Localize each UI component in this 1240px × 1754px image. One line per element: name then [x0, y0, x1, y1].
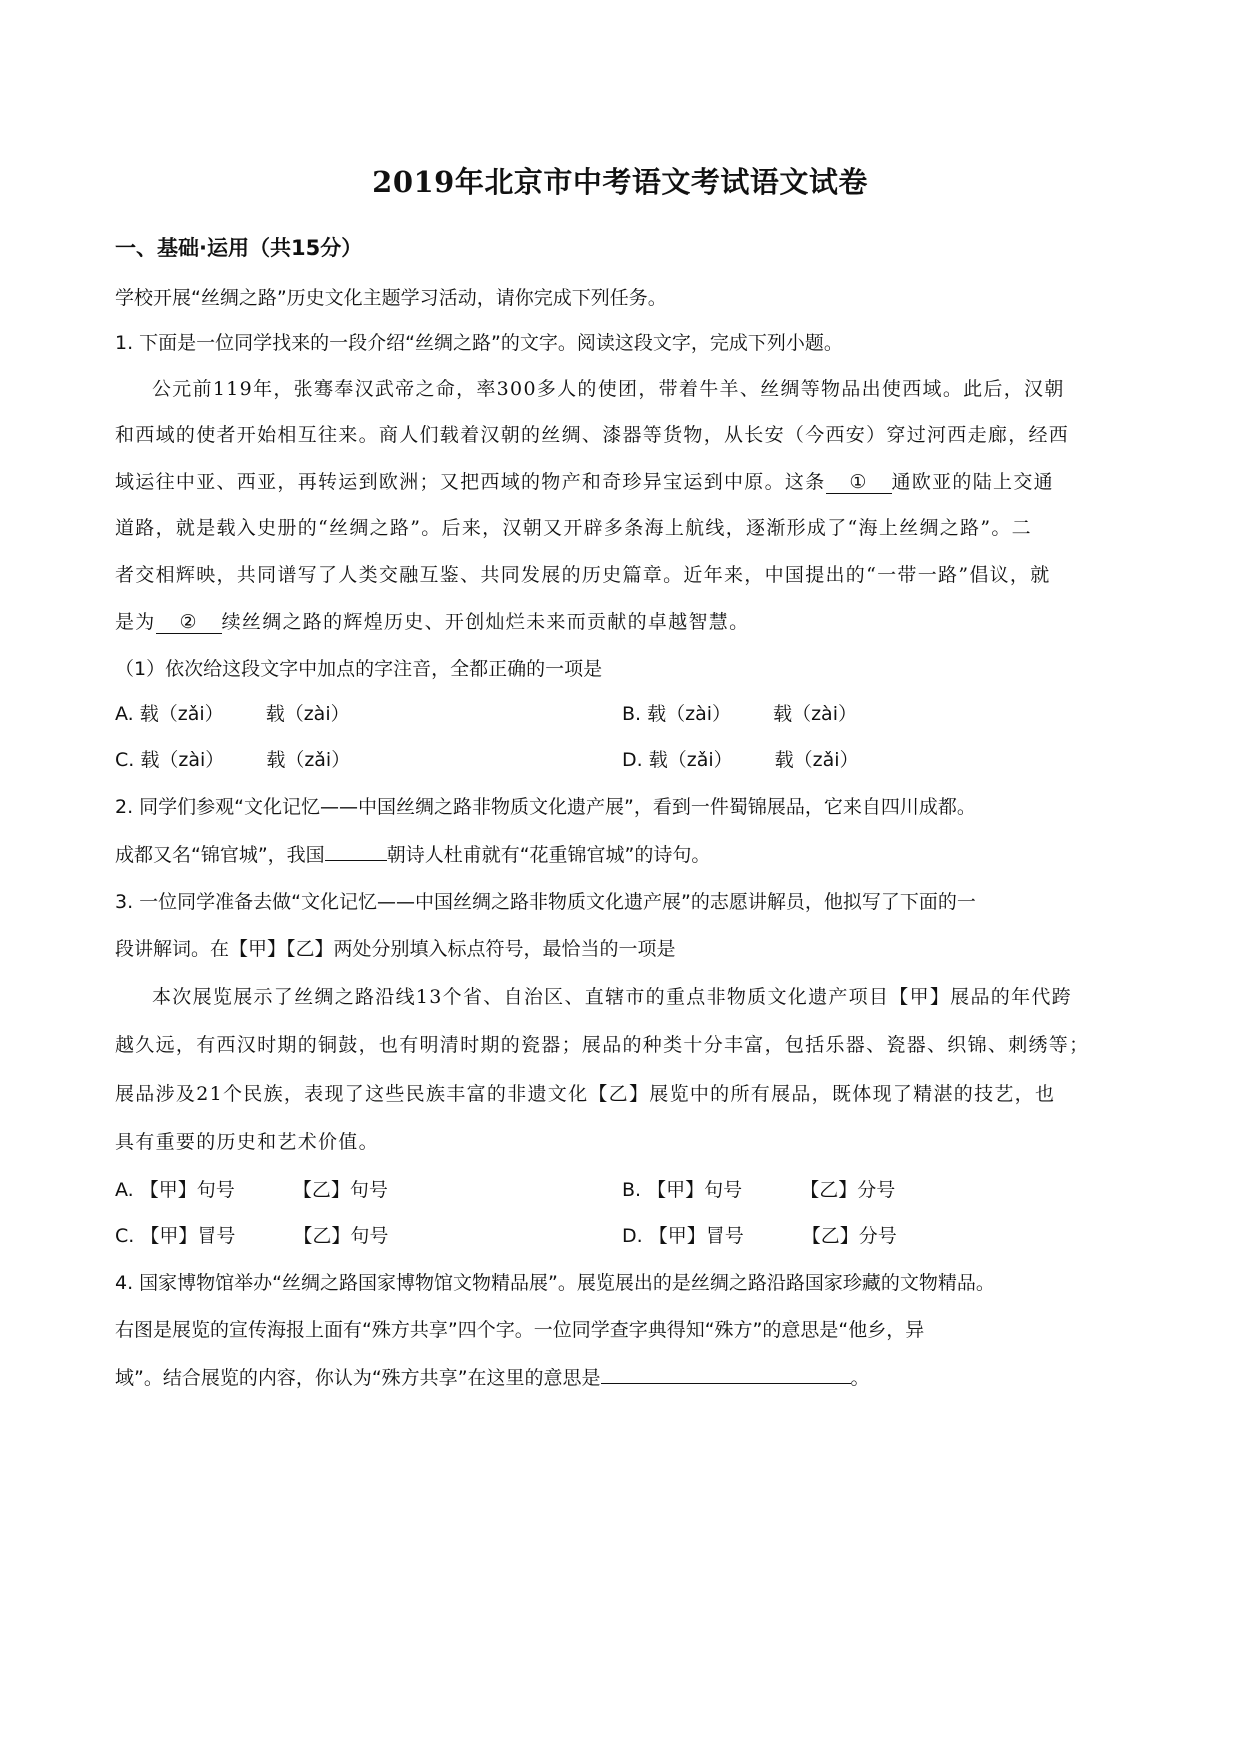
q2-line: [115, 840, 710, 867]
q3-option-d[interactable]: [622, 1221, 897, 1248]
passage1-text: 域运往中亚、西亚，再转运到欧洲；又把西域的物产和奇珍异宝运到中原。这条: [115, 471, 826, 493]
option-text: 【甲】句号: [139, 1179, 235, 1201]
q3-option-a[interactable]: [115, 1175, 388, 1202]
passage1-line: 公元前119年，张骞奉汉武帝之命，率300多人的使团，带着牛羊、丝绸等物品出使西域。此后，汉朝: [152, 378, 1065, 400]
passage1-line: 和西域的使者开始相互往来。商人们载着汉朝的丝绸、漆器等货物，从长安（今西安）穿过河西走廊，经西: [115, 424, 1070, 446]
option-label: A.: [115, 1179, 134, 1201]
option-text: 【乙】分号: [801, 1225, 897, 1247]
passage1-line: [115, 607, 749, 634]
q1-option-a[interactable]: [115, 699, 350, 726]
option-text: 载（zài）: [140, 749, 225, 771]
answer-blank[interactable]: [325, 842, 387, 861]
q2-line: 2. 同学们参观“文化记忆——中国丝绸之路非物质文化遗产展”，看到一件蜀锦展品，它来自四川成都。: [115, 796, 976, 818]
option-text: 载（zài）: [773, 703, 857, 725]
option-label: D.: [622, 749, 643, 771]
passage1-line: [115, 467, 1054, 494]
passage2-line: 展品涉及21个民族，表现了这些民族丰富的非遗文化【乙】展览中的所有展品，既体现了精湛的技艺，也: [115, 1083, 1056, 1105]
option-text: 【甲】冒号: [648, 1225, 744, 1247]
option-text: 载（zài）: [265, 703, 350, 725]
q2-text: 成都又名“锦官城”，我国: [115, 844, 325, 866]
blank-2: ②: [156, 613, 222, 634]
passage1-text: 是为: [115, 611, 156, 633]
passage2-line: 越久远，有西汉时期的铜鼓，也有明清时期的瓷器；展品的种类十分丰富，包括乐器、瓷器、织锦、刺绣等；: [115, 1034, 1090, 1056]
passage1-line: 道路，就是载入史册的“丝绸之路”。后来，汉朝又开辟多条海上航线，逐渐形成了“海上丝绸之路”。二: [115, 517, 1032, 539]
q3-option-b[interactable]: [622, 1175, 895, 1202]
option-text: 载（zǎi）: [774, 749, 859, 771]
option-text: 【甲】冒号: [140, 1225, 236, 1247]
q4-line: 右图是展览的宣传海报上面有“殊方共享”四个字。一位同学查字典得知“殊方”的意思是“他乡，异: [115, 1319, 925, 1341]
option-text: 载（zǎi）: [139, 703, 224, 725]
q1-option-b[interactable]: [622, 699, 857, 726]
q4-line: [115, 1363, 870, 1390]
option-text: 【乙】句号: [293, 1225, 389, 1247]
q1-option-d[interactable]: [622, 745, 859, 772]
section-heading: 一、基础·运用（共15分）: [115, 236, 363, 260]
passage1-text: 续丝绸之路的辉煌历史、开创灿烂未来而贡献的卓越智慧。: [221, 611, 750, 633]
option-label: D.: [622, 1225, 643, 1247]
option-text: 载（zǎi）: [266, 749, 351, 771]
q3-line: 段讲解词。在【甲】【乙】两处分别填入标点符号，最恰当的一项是: [115, 938, 676, 960]
option-text: 【乙】分号: [800, 1179, 896, 1201]
section-intro: 学校开展“丝绸之路”历史文化主题学习活动，请你完成下列任务。: [115, 287, 667, 309]
q4-text: 。: [850, 1367, 870, 1389]
option-label: C.: [115, 1225, 135, 1247]
q4-line: 4. 国家博物馆举办“丝绸之路国家博物馆文物精品展”。展览展出的是丝绸之路沿路国家珍藏的文物精品。: [115, 1272, 995, 1294]
option-label: B.: [622, 703, 642, 725]
page-title: 2019年北京市中考语文考试语文试卷: [372, 165, 868, 199]
passage2-line: 本次展览展示了丝绸之路沿线13个省、自治区、直辖市的重点非物质文化遗产项目【甲】展品的年代跨: [152, 986, 1072, 1008]
answer-blank[interactable]: [601, 1365, 851, 1384]
option-text: 【甲】句号: [647, 1179, 743, 1201]
blank-1: ①: [826, 473, 892, 494]
q1-stem: 1. 下面是一位同学找来的一段介绍“丝绸之路”的文字。阅读这段文字，完成下列小题。: [115, 332, 843, 354]
passage1-line: 者交相辉映，共同谱写了人类交融互鉴、共同发展的历史篇章。近年来，中国提出的“一带一路”倡议，就: [115, 564, 1051, 586]
passage2-line: 具有重要的历史和艺术价值。: [115, 1131, 379, 1153]
option-label: B.: [622, 1179, 642, 1201]
q3-option-c[interactable]: [115, 1221, 388, 1248]
option-text: 载（zài）: [647, 703, 732, 725]
q2-text: 朝诗人杜甫就有“花重锦官城”的诗句。: [386, 844, 711, 866]
passage1-text: 通欧亚的陆上交通: [891, 471, 1054, 493]
q3-line: 3. 一位同学准备去做“文化记忆——中国丝绸之路非物质文化遗产展”的志愿讲解员，他拟写了下面的一: [115, 891, 976, 913]
q1-option-c[interactable]: [115, 745, 350, 772]
option-label: A.: [115, 703, 134, 725]
option-text: 【乙】句号: [292, 1179, 388, 1201]
q4-text: 域”。结合展览的内容，你认为“殊方共享”在这里的意思是: [115, 1367, 601, 1389]
option-text: 载（zǎi）: [648, 749, 733, 771]
option-label: C.: [115, 749, 135, 771]
q1-sub1: （1）依次给这段文字中加点的字注音，全都正确的一项是: [115, 658, 603, 680]
